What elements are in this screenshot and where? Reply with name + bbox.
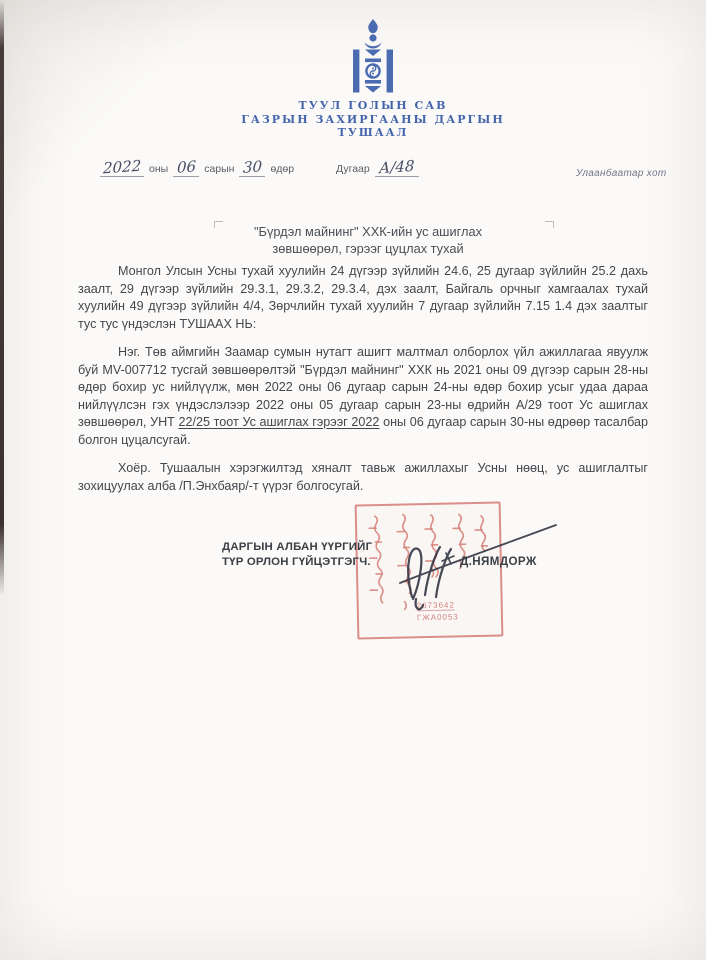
stamp-serial-number: 2673642 [416, 600, 455, 611]
signatory-title-line2: ТҮР ОРЛОН ГҮЙЦЭТГЭГЧ. [222, 555, 371, 568]
handwritten-day: 30 [239, 160, 265, 177]
city-label: Улаанбаатар хот [576, 168, 667, 179]
stamp-series-code: ГЖА0053 [416, 612, 459, 623]
handwritten-month: 06 [173, 160, 199, 177]
body-paragraph-3: Хоёр. Тушаалын хэрэгжилтэд хяналт тавьж ажиллахыг Усны нөөц, ус ашиглалтыг зохицуулах алба /П.Энхбаяр/-т үүрэг болгосугай. [78, 461, 648, 493]
handwritten-number: А/48 [375, 160, 419, 177]
photo-scan-edge [0, 0, 4, 596]
signatory-title-line1: ДАРГЫН АЛБАН ҮҮРГИЙГ [222, 541, 373, 553]
org-name-line2: ГАЗРЫН ЗАХИРГААНЫ ДАРГЫН [241, 112, 505, 126]
body-paragraph-1: Монгол Улсын Усны тухай хуулийн 24 дүгээр зүйлийн 24.6, 25 дугаар зүйлийн 25.2 дахь заалт, 29 дүгээр зүйлийн 29.3.1, 29.3.2, 29.3.4, дэх заалт, Байгаль орчныг хамгаалах тухай хуулийн 49 дүгээр зүйлийн 4/4, Зөрчлийн тухай хуулийн 7 дугаар зүйлийн 7.15 1.4 дэх заалтыг тус тус үндэслэн ТУШААХ НЬ: [78, 264, 648, 331]
signatory-title [222, 540, 372, 569]
paragraph-2-text-end: оны 06 дугаар сарын 30-ны өдрөөр тасалбар болгон цуцалсугай. [78, 415, 649, 447]
body-paragraph-2 [78, 344, 648, 449]
letterhead [173, 99, 573, 140]
document-body [78, 263, 648, 506]
title-line2: зөвшөөрөл, гэрээг цуцлах тухай [272, 241, 464, 256]
document-title [135, 223, 601, 257]
org-name-line1: ТУУЛ ГОЛЫН САВ [298, 99, 448, 112]
month-label: сарын [204, 163, 235, 175]
document-type: ТУШААЛ [337, 126, 409, 139]
paragraph-2-text: Нэг. Төв аймгийн Заамар сумын нутагт ашигт малтмал олборлох үйл ажиллагаа явуулж буй MV-007712 тусгай зөвшөөрөлтэй "Бүрдэл майнинг" ХХК нь 2021 оны 09 дүгээр сарын 28-ны өдөр бохир ус нийлүүлж, мөн 2022 оны 06 дугаар сарын 24-ны өдөр бохир усыг удаа дараа нийлүүлсэн гэх үндэслэлээр 2022 оны 05 дугаар сарын 23-ны өдрийн А/29 тоот Ус ашиглах зөвшөөрөл, УНТ [78, 345, 648, 429]
day-label: өдөр [270, 163, 295, 175]
title-line1: "Бүрдэл майнинг" ХХК-ийн ус ашиглах [254, 224, 482, 239]
number-label: Дугаар [336, 163, 370, 175]
year-label: оны [149, 163, 169, 175]
signatory-name: Д.НЯМДОРЖ [460, 555, 537, 568]
paragraph-2-underlined-text: 22/25 тоот Ус ашиглах гэрээг 2022 [178, 415, 380, 429]
soyombo-emblem-icon [345, 18, 401, 96]
date-line [100, 156, 295, 178]
handwritten-year: 2022 [100, 160, 144, 177]
document-number-line [336, 156, 419, 178]
